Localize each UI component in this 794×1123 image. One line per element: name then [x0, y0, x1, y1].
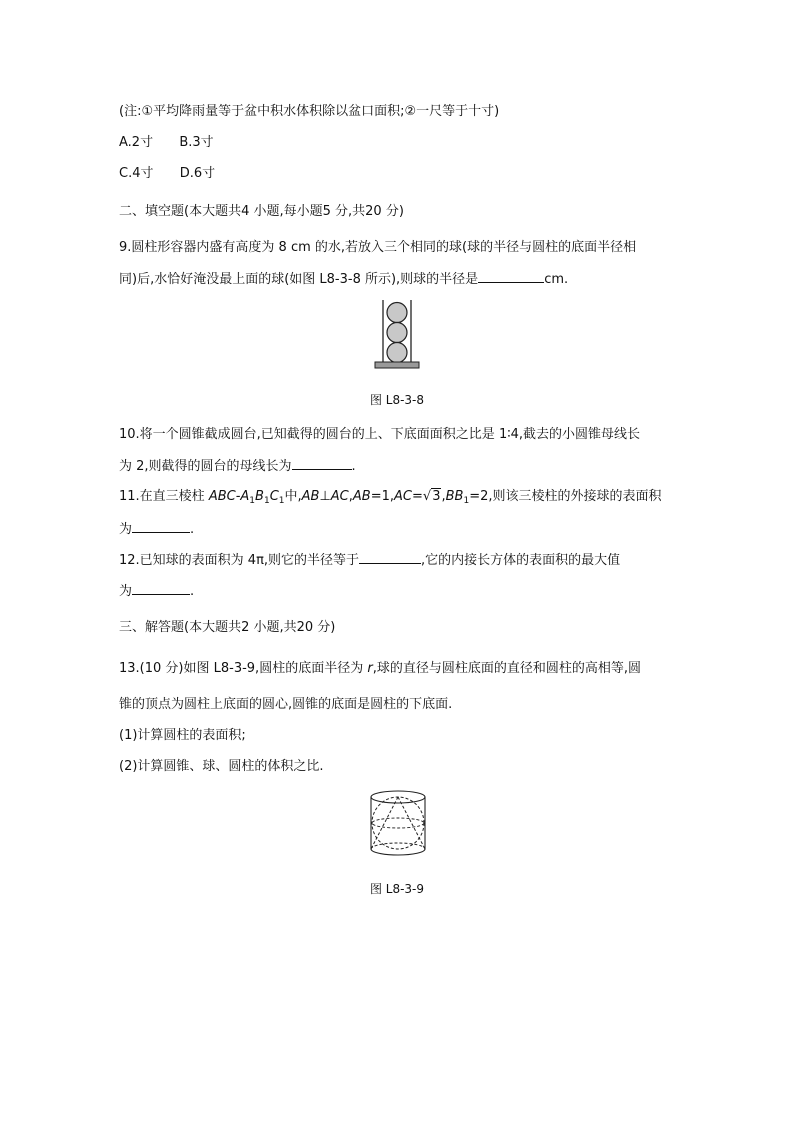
q13-line-1 — [119, 659, 641, 679]
figure-l8-3-8-caption: 图 L8-3-8 — [369, 393, 425, 407]
q11-prefix: 11.在直三棱柱 — [119, 489, 209, 504]
figure-l8-3-9 — [364, 788, 432, 860]
q12-line-2 — [119, 580, 194, 602]
q11-sub-a: 1 — [249, 496, 256, 506]
q13-text-a: 13.(10 分)如图 L8-3-9,圆柱的底面半径为 — [119, 661, 368, 676]
q11-line2-text: 为 — [119, 522, 133, 537]
q11-ac: AC — [330, 489, 349, 504]
inscribed-sphere — [372, 797, 424, 849]
base-plate — [375, 362, 419, 368]
q11-mid: 中, — [284, 489, 302, 504]
q12-text-b: ,它的内接长方体的表面积的最大值 — [421, 553, 621, 568]
q13-r: r — [367, 661, 373, 676]
options-row-2 — [119, 164, 215, 184]
q10-answer-blank — [292, 455, 352, 470]
q11-val-1: =1, — [370, 489, 395, 504]
q10-end: . — [351, 459, 356, 474]
option-b: B.3寸 — [179, 135, 214, 150]
q12-answer-blank-2 — [132, 580, 190, 595]
bottom-sphere — [387, 343, 407, 363]
q11-sub-bb: 1 — [463, 496, 470, 506]
cone-left-slant — [371, 797, 398, 849]
q9-text: 同)后,水恰好淹没最上面的球(如图 L8-3-8 所示),则球的半径是 — [119, 272, 479, 287]
q11-answer-blank — [132, 518, 190, 533]
q11-prism-c: C — [269, 489, 279, 504]
options-row-1 — [119, 133, 214, 153]
option-a: A.2寸 — [119, 135, 154, 150]
q11-ab-2: AB — [352, 489, 371, 504]
section-3-heading: 三、解答题(本大题共2 小题,共20 分) — [119, 620, 336, 635]
q11-perp: ⊥ — [319, 489, 331, 504]
q11-sub-c: 1 — [278, 496, 285, 506]
q12-text-a: 12.已知球的表面积为 4π,则它的半径等于 — [119, 553, 360, 568]
q9-unit: cm. — [544, 272, 569, 287]
q11-val-2: =2,则该三棱柱的外接球的表面积 — [469, 489, 662, 504]
figure-l8-3-9-caption: 图 L8-3-9 — [369, 882, 425, 896]
cone-right-slant — [398, 797, 425, 849]
sqrt-3: √3 — [422, 489, 441, 504]
q9-line-1: 9.圆柱形容器内盛有高度为 8 cm 的水,若放入三个相同的球(球的半径与圆柱的底面半径相 — [119, 240, 637, 255]
top-sphere — [387, 303, 407, 323]
middle-sphere — [387, 323, 407, 343]
q10-text: 为 2,则截得的圆台的母线长为 — [119, 459, 292, 474]
q12-end: . — [190, 584, 195, 599]
cylinder-bottom-front — [371, 849, 425, 855]
q12-answer-blank-1 — [359, 549, 421, 564]
sqrt-radicand: 3 — [432, 489, 441, 504]
cylinder-bottom-back — [371, 843, 425, 849]
q11-line-1 — [119, 487, 662, 511]
q10-line-2 — [119, 455, 356, 477]
figure-l8-3-8 — [372, 298, 422, 370]
q9-line-2 — [119, 268, 568, 290]
option-c: C.4寸 — [119, 166, 154, 181]
section-2-heading: 二、填空题(本大题共4 小题,每小题5 分,共20 分) — [119, 204, 404, 219]
q11-eq-2: = — [412, 489, 423, 504]
option-d: D.6寸 — [179, 166, 216, 181]
q11-end: . — [190, 522, 195, 537]
q9-answer-blank — [478, 268, 544, 283]
q13-sub-2: (2)计算圆锥、球、圆柱的体积之比. — [119, 759, 324, 774]
q11-ab: AB — [301, 489, 320, 504]
q11-comma-2: , — [441, 489, 446, 504]
q11-ac-2: AC — [394, 489, 412, 504]
q13-sub-1: (1)计算圆柱的表面积; — [119, 728, 246, 743]
q11-sub-b: 1 — [263, 496, 270, 506]
q11-bb: BB — [445, 489, 464, 504]
q13-line-2: 锥的顶点为圆柱上底面的圆心,圆锥的底面是圆柱的下底面. — [119, 697, 453, 712]
q11-line-2 — [119, 518, 194, 540]
q12-line2-text: 为 — [119, 584, 133, 599]
q11-prism-b: B — [255, 489, 264, 504]
note-text: (注:①平均降雨量等于盆中积水体积除以盆口面积;②一尺等于十寸) — [119, 104, 500, 119]
sphere-equator — [372, 818, 424, 828]
q11-comma-1: , — [348, 489, 353, 504]
q11-prism-a: ABC-A — [208, 489, 250, 504]
q12-line-1 — [119, 549, 620, 571]
q10-line-1: 10.将一个圆锥截成圆台,已知截得的圆台的上、下底面面积之比是 1∶4,截去的小圆锥母线长 — [119, 427, 640, 442]
q13-text-b: ,球的直径与圆柱底面的直径和圆柱的高相等,圆 — [372, 661, 641, 676]
